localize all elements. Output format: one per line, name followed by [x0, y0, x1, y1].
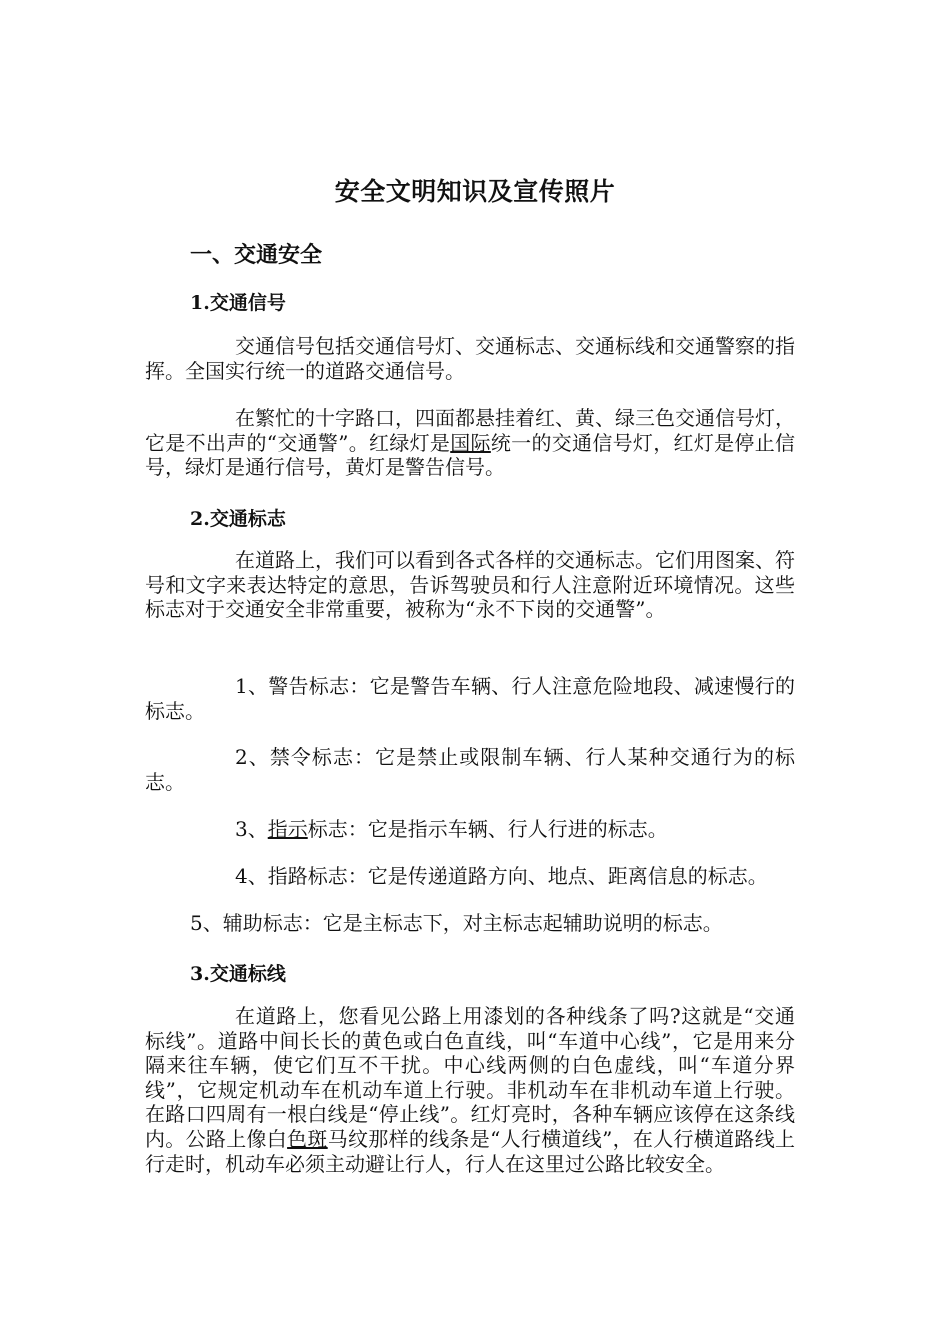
list-item-prohibition-signs: 2、禁令标志：它是禁止或限制车辆、行人某种交通行为的标志。: [145, 745, 795, 794]
list-item-guide-signs: 4、指路标志：它是传递道路方向、地点、距离信息的标志。: [235, 864, 768, 888]
page-title: 安全文明知识及宣传照片: [334, 177, 616, 206]
list-item-auxiliary-signs: 5、辅助标志：它是主标志下，对主标志起辅助说明的标志。: [190, 911, 723, 935]
list-item-indication-signs: [145, 817, 795, 842]
sub-heading-traffic-signals: 1.交通信号: [190, 292, 286, 314]
section-heading-traffic-safety: 一、交通安全: [190, 242, 323, 268]
paragraph-text: 马纹那样的线条是“人行横道线”，在人行横道路线上行走时，机动车必须主动避让行人，行人在这里过公路比较安全。: [145, 1126, 796, 1176]
list-item-warning-signs: 1、警告标志：它是警告车辆、行人注意危险地段、减速慢行的标志。: [145, 674, 795, 723]
paragraph-text: 标志：它是指示车辆、行人行进的标志。: [307, 817, 668, 841]
hyperlink-international[interactable]: 国际: [450, 430, 491, 455]
hyperlink-color-spot[interactable]: 色斑: [287, 1126, 328, 1151]
paragraph-text: 3、: [235, 817, 268, 841]
sub-heading-traffic-signs: 2.交通标志: [190, 508, 286, 530]
paragraph-text: 在繁忙的十字路口，四面都悬挂着红、黄、绿三色交通信号灯，它是不出声的“交通警”。红绿灯是: [145, 406, 795, 455]
paragraph-text: 在道路上，您看见公路上用漆划的各种线条了吗?这就是“交通标线”。道路中间长长的黄色或白色直线，叫“车道中心线”，它是用来分隔来往车辆，使它们互不干扰。中心线两侧的白色虚线，叫“车道分界线”，它规定机动车在机动车道上行驶。非机动车在非机动车道上行驶。在路口四周有一根白线是“停止线”。红灯亮时，各种车辆应该停在这条线内。公路上像白: [145, 1004, 795, 1151]
sub-heading-road-markings: 3.交通标线: [190, 963, 286, 985]
paragraph-traffic-lights: [145, 406, 795, 480]
paragraph-road-markings: [145, 1004, 795, 1176]
hyperlink-indication[interactable]: 指示: [267, 817, 308, 841]
paragraph-signs-intro: 在道路上，我们可以看到各式各样的交通标志。它们用图案、符号和文字来表达特定的意思，告诉驾驶员和行人注意附近环境情况。这些标志对于交通安全非常重要，被称为“永不下岗的交通警”。: [145, 548, 795, 622]
paragraph-signals-intro: 交通信号包括交通信号灯、交通标志、交通标线和交通警察的指挥。全国实行统一的道路交通信号。: [145, 334, 795, 383]
paragraph-text: 统一的交通信号灯，红灯是停止信号，绿灯是通行信号，黄灯是警告信号。: [145, 430, 796, 480]
